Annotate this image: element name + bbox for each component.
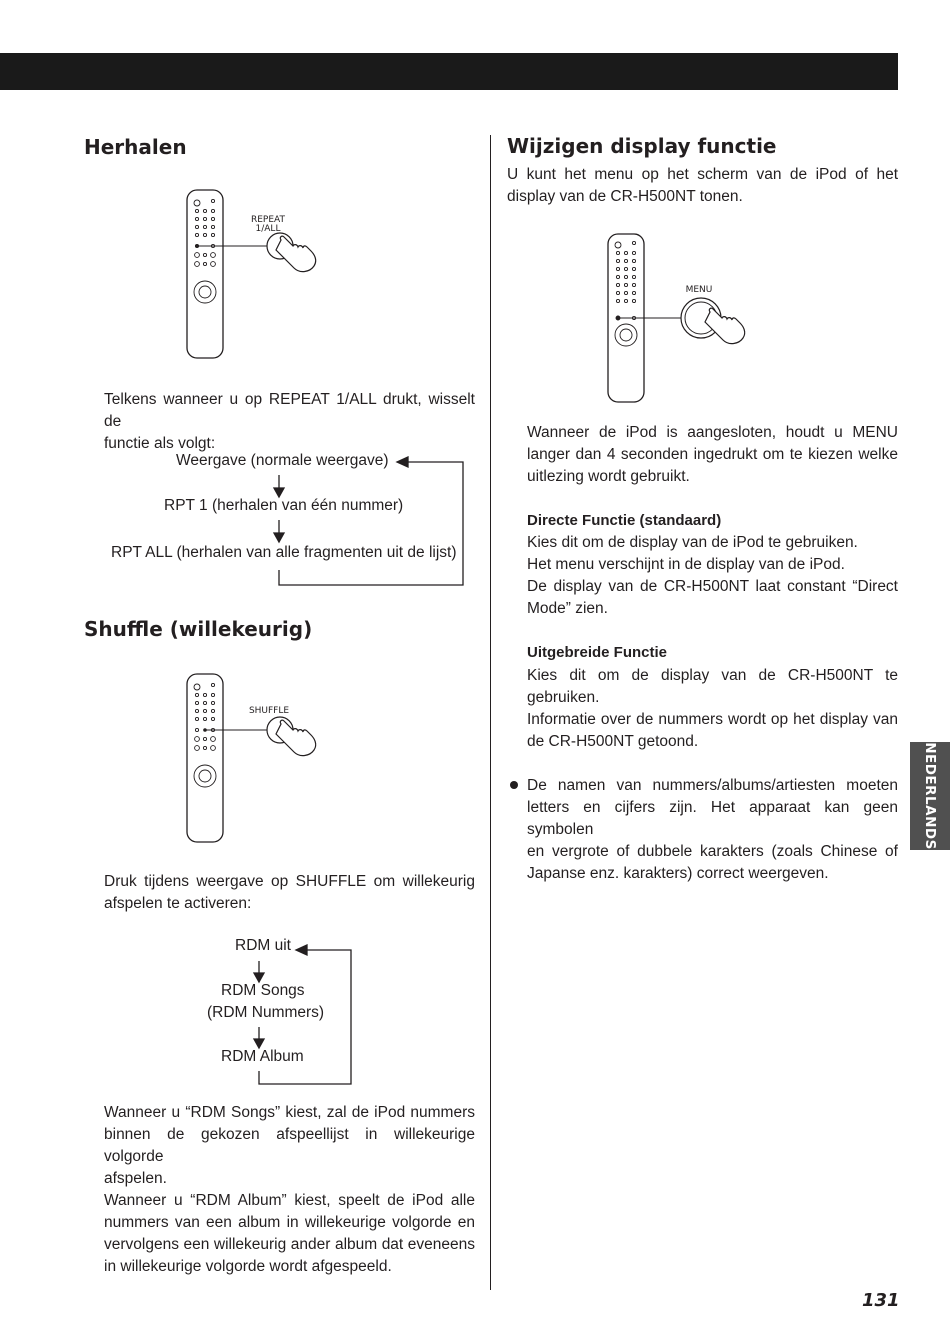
shuffle-flow-item-2: RDM Songs [221, 982, 305, 999]
repeat-button-label: REPEAT [250, 215, 286, 225]
menu-button-label: MENU [685, 285, 713, 295]
shuffle-flow-item-1: RDM uit [235, 937, 291, 954]
extended-function-description: Kies dit om de display van de CR-H500NT te gebruiken. Informatie over de nummers wordt op het display van de CR-H500NT getoond. [527, 667, 898, 750]
shuffle-heading: Shuffle (willekeurig) [84, 617, 313, 641]
display-heading: Wijzigen display functie [507, 134, 777, 158]
remote-menu-illustration [601, 232, 771, 407]
shuffle-flow-item-3: RDM Album [221, 1048, 304, 1065]
character-note: De namen van nummers/albums/artiesten moeten letters en cijfers zijn. Het apparaat kan geen symbolen en vergrote of dubbele karakters (zoals Chinese of Japanse enz. karakters) correct weergeven. [527, 777, 898, 882]
repeat-flow-item-1: Weergave (normale weergave) [176, 452, 389, 469]
herhalen-heading: Herhalen [84, 135, 187, 159]
language-side-tab [910, 742, 950, 850]
repeat-flow-item-2: RPT 1 (herhalen van één nummer) [164, 497, 404, 514]
repeat-intro: Telkens wanneer u op REPEAT 1/ALL drukt, wisselt de functie als volgt: [104, 391, 475, 452]
display-intro: U kunt het menu op het scherm van de iPod of het display van de CR-H500NT tonen. [507, 166, 898, 205]
direct-function-description: Kies dit om de display van de iPod te gebruiken. Het menu verschijnt in de display van de iPod. De display van de CR-H500NT laat constant “Direct Mode” zien. [527, 534, 898, 617]
page-number: 131 [862, 1290, 900, 1311]
repeat-flow-item-3: RPT ALL (herhalen van alle fragmenten uit de lijst) [111, 544, 457, 561]
direct-function-heading: Directe Functie (standaard) [527, 512, 722, 529]
extended-function-heading: Uitgebreide Functie [527, 644, 668, 661]
repeat-button-sublabel: 1/ALL [255, 224, 281, 234]
language-tab-label: NEDERLANDS [922, 742, 938, 850]
shuffle-description: Wanneer u “RDM Songs” kiest, zal de iPod nummers binnen de gekozen afspeellijst in willekeurige volgorde afspelen. Wanneer u “RDM Album” kiest, speelt de iPod alle nummers van een album in willekeurige volgorde en vervolgens een willekeurig ander album dat eveneens in willekeurige volgorde wordt afgespeeld. [104, 1104, 475, 1275]
shuffle-flow-item-2b: (RDM Nummers) [207, 1004, 325, 1021]
shuffle-intro: Druk tijdens weergave op SHUFFLE om willekeurig afspelen te activeren: [104, 873, 475, 912]
menu-description: Wanneer de iPod is aangesloten, houdt u MENU langer dan 4 seconden ingedrukt om te kiezen welke uitlezing wordt gebruikt. [527, 424, 898, 485]
note-bullet-icon [510, 781, 518, 789]
shuffle-button-label: SHUFFLE [248, 706, 290, 716]
